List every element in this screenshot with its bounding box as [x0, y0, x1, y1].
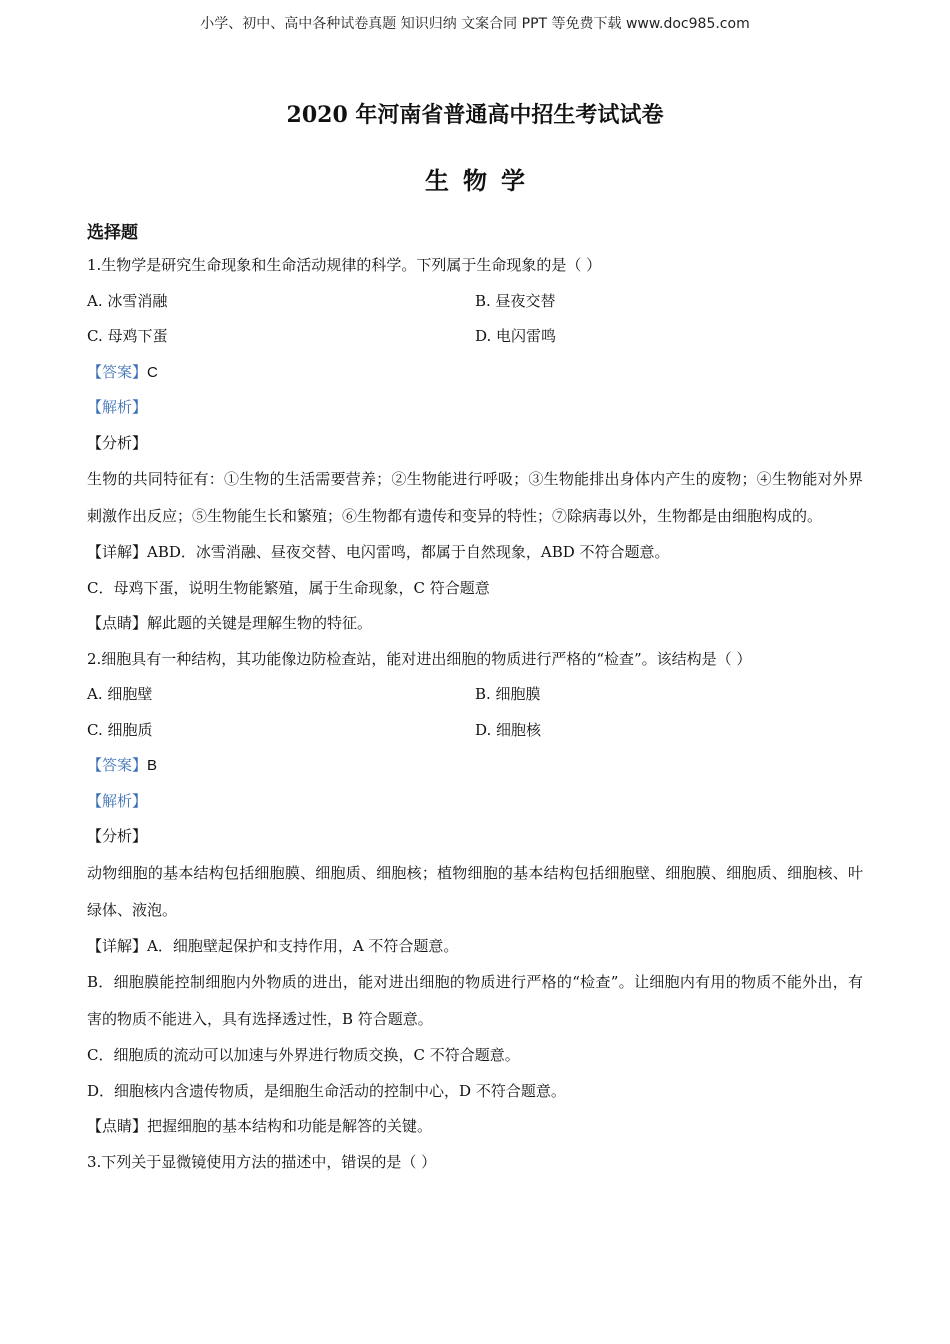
answer-line: [87, 355, 863, 391]
fenxi-label: 【分析】: [87, 827, 148, 845]
fenxi-label: 【分析】: [87, 433, 148, 452]
dianjing-text: 【点睛】把握细胞的基本结构和功能是解答的关键。: [87, 1117, 433, 1135]
section-heading: 选择题: [87, 223, 138, 243]
question-stem: 2.细胞具有一种结构，其功能像边防检查站，能对进出细胞的物质进行严格的“检查”。该结构是（ ）: [87, 649, 752, 668]
option-row: [87, 284, 863, 320]
exam-content: [87, 248, 863, 1180]
page-subtitle: 生物学: [425, 166, 539, 195]
detail-text: 【详解】A．细胞壁起保护和支持作用，A 不符合题意。: [87, 936, 459, 955]
answer-value: B: [147, 757, 158, 774]
option-a: A. 细胞壁: [87, 685, 153, 703]
option-d: D. 细胞核: [475, 720, 542, 739]
option-c: C. 细胞质: [87, 720, 153, 739]
option-row: [87, 319, 863, 355]
answer-value: C: [147, 363, 158, 381]
detail-text: C．细胞质的流动可以加速与外界进行物质交换，C 不符合题意。: [87, 1046, 520, 1064]
dianjing-text: 【点睛】解此题的关键是理解生物的特征。: [87, 614, 373, 632]
analysis-label: 【解析】: [87, 398, 148, 416]
option-b: B. 细胞膜: [475, 685, 541, 703]
option-c: C. 母鸡下蛋: [87, 327, 168, 345]
question-stem: 1.生物学是研究生命现象和生命活动规律的科学。下列属于生命现象的是（ ）: [87, 256, 602, 274]
answer-label: 【答案】: [87, 756, 148, 774]
option-row: [87, 713, 863, 749]
question-stem: 3.下列关于显微镜使用方法的描述中，错误的是（ ）: [87, 1152, 437, 1171]
answer-label: 【答案】: [87, 362, 148, 381]
option-b: B. 昼夜交替: [475, 291, 556, 310]
detail-text: B．细胞膜能控制细胞内外物质的进出，能对进出细胞的物质进行严格的“检查”。让细胞内有用的物质不能外出，有害的物质不能进入，具有选择透过性，B 符合题意。: [87, 973, 863, 1028]
option-a: A. 冰雪消融: [87, 291, 168, 310]
fenxi-text: 动物细胞的基本结构包括细胞膜、细胞质、细胞核；植物细胞的基本结构包括细胞壁、细胞膜、细胞质、细胞核、叶绿体、液泡。: [87, 863, 863, 919]
analysis-label: 【解析】: [87, 791, 148, 810]
page-header: 小学、初中、高中各种试卷真题 知识归纳 文案合同 PPT 等免费下载 www.doc985.com: [200, 16, 750, 32]
option-row: [87, 677, 863, 713]
detail-text: 【详解】ABD．冰雪消融、昼夜交替、电闪雷鸣，都属于自然现象，ABD 不符合题意。: [87, 543, 670, 561]
answer-line: [87, 748, 863, 784]
detail-text: C．母鸡下蛋，说明生物能繁殖，属于生命现象，C 符合题意: [87, 578, 490, 597]
detail-text: D．细胞核内含遗传物质，是细胞生命活动的控制中心，D 不符合题意。: [87, 1081, 566, 1100]
page-title: 2020 年河南省普通高中招生考试试卷: [286, 102, 664, 128]
fenxi-text: 生物的共同特征有：①生物的生活需要营养；②生物能进行呼吸；③生物能排出身体内产生的废物；④生物能对外界刺激作出反应；⑤生物能生长和繁殖；⑥生物都有遗传和变异的特性；⑦除病毒以外，生物都是由细胞构成的。: [87, 470, 863, 525]
option-d: D. 电闪雷鸣: [475, 327, 557, 345]
